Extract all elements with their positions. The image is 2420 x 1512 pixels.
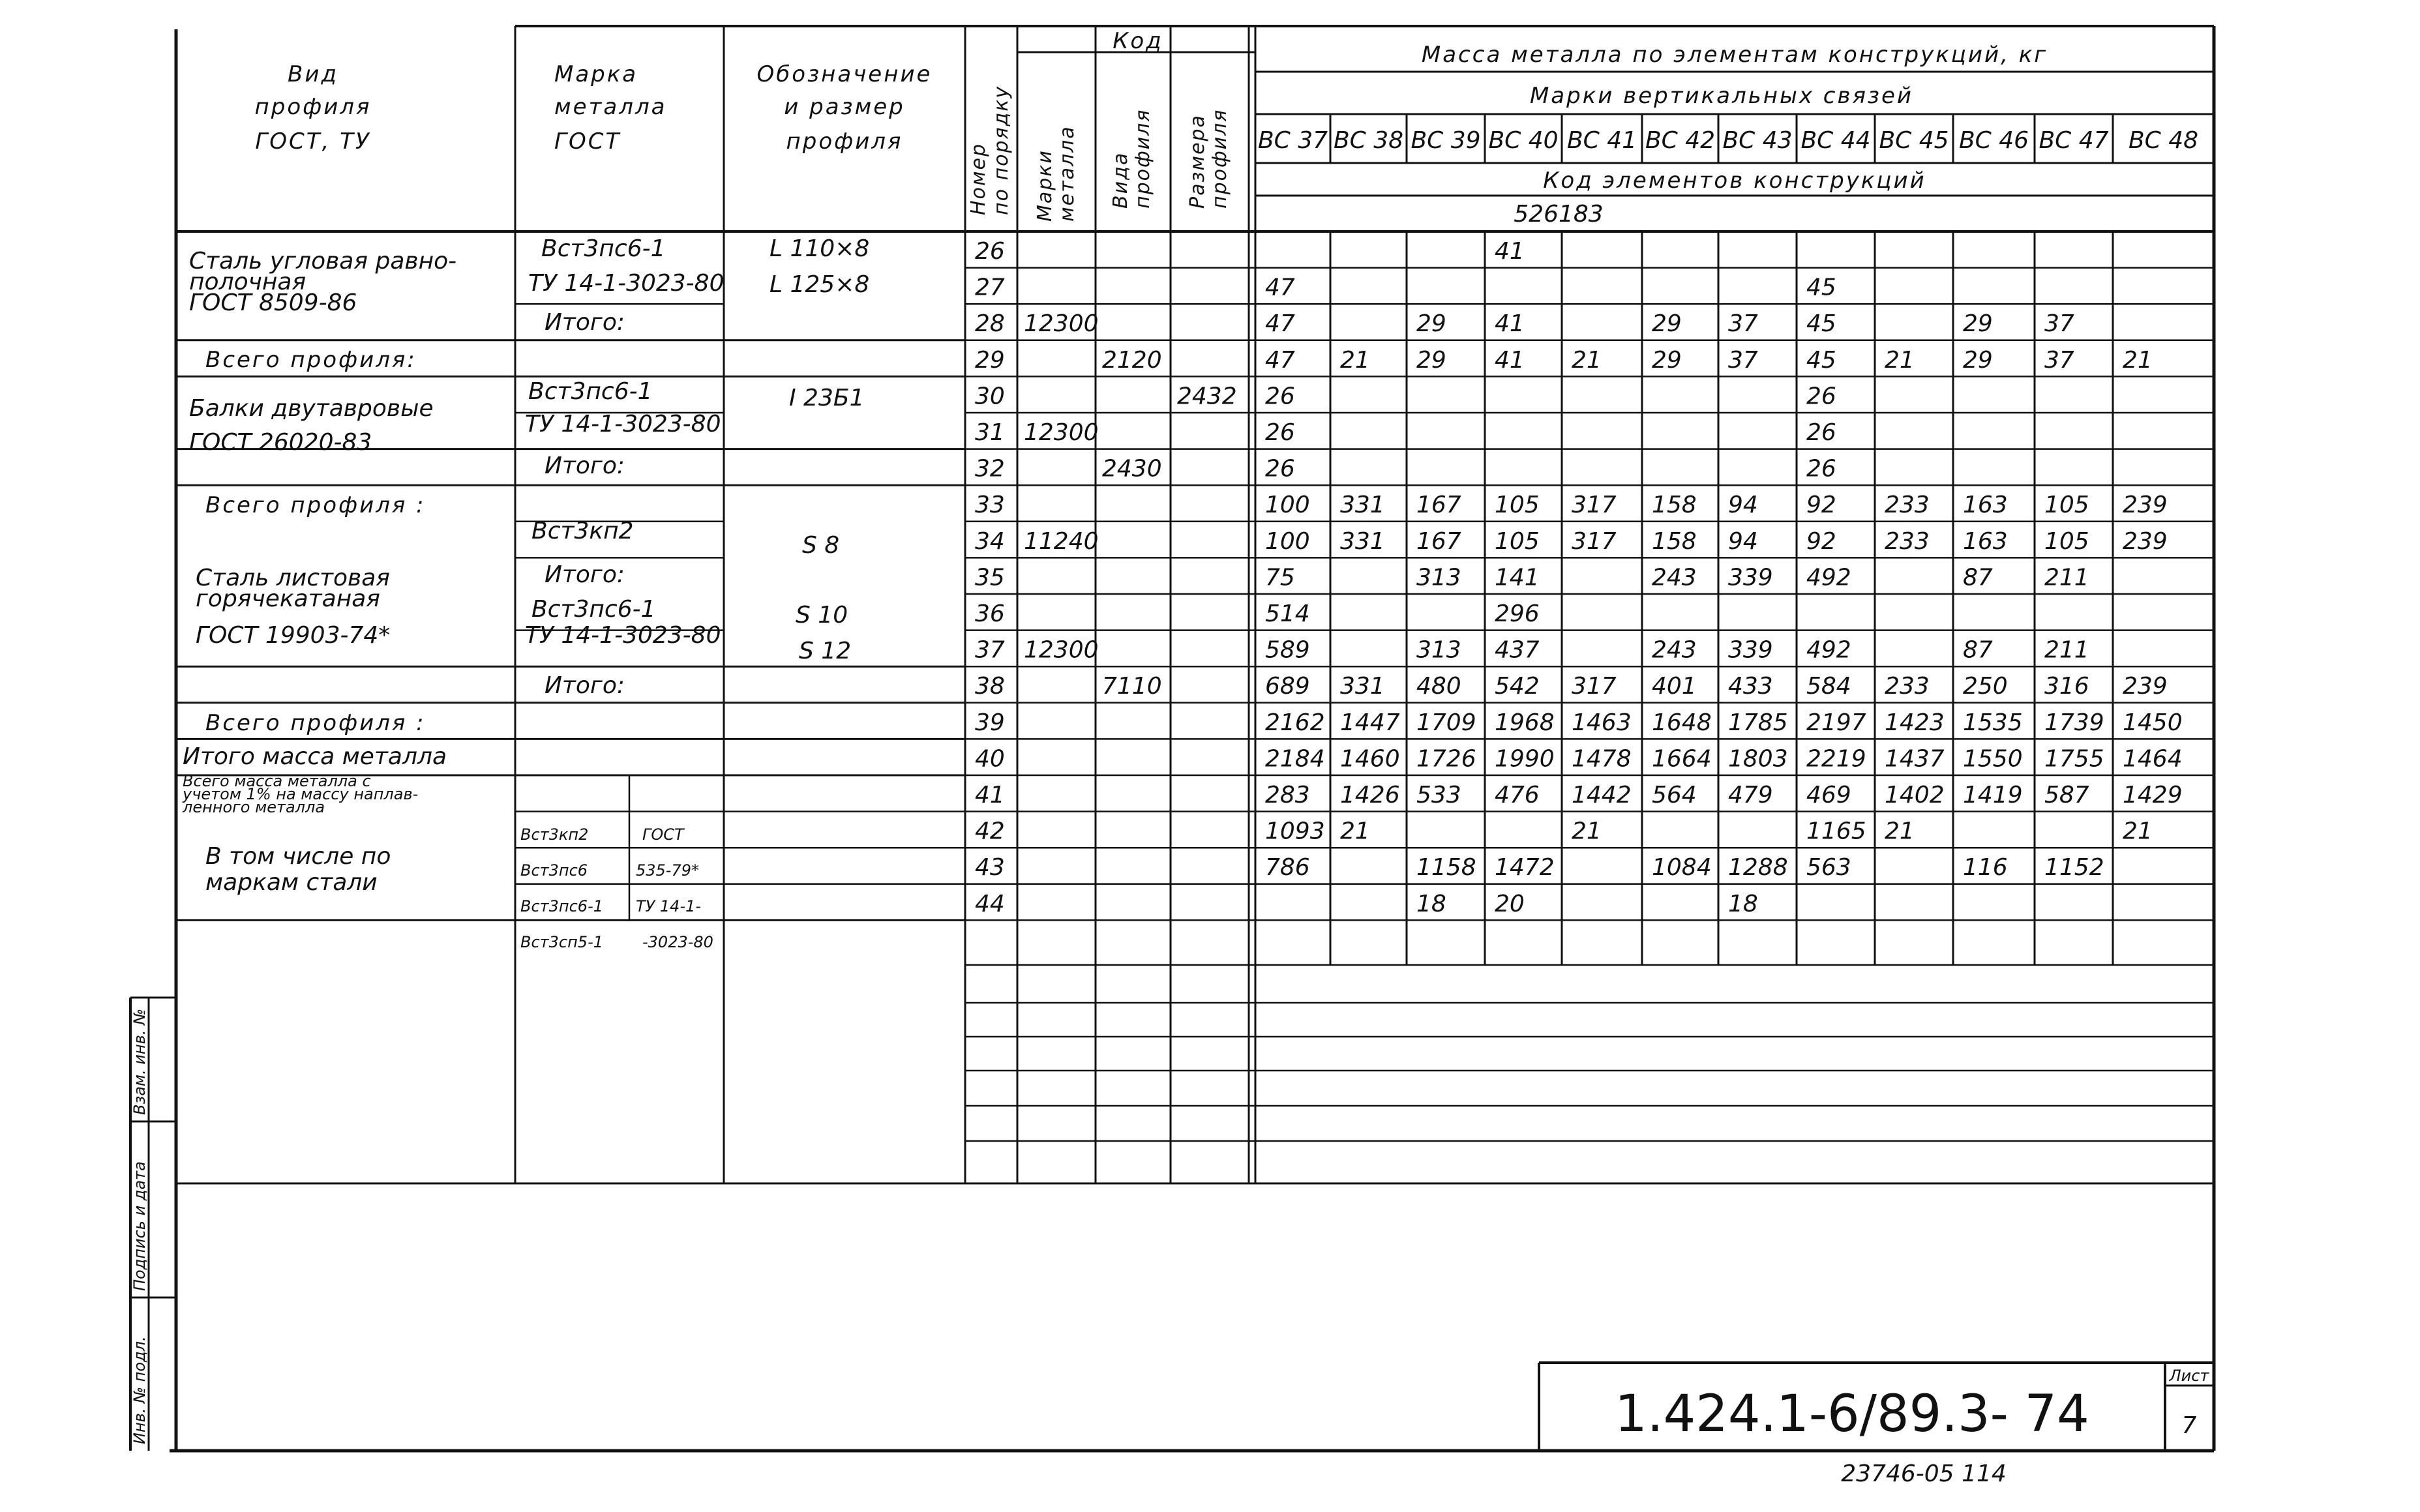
mass-value: 41 [1495,346,1525,374]
mass-value: 589 [1265,636,1310,664]
mass-value: 26 [1806,419,1836,446]
mass-header: Масса металла по элементам конструкций, кг [1421,42,2048,68]
mass-value: 401 [1652,673,1697,700]
mass-value: 317 [1572,527,1617,555]
left-label-4: горячекатаная [196,586,380,612]
marka-cell-2: Вст3пс6-1 [528,378,653,405]
left-label-4: ГОСТ 19903-74* [196,622,391,649]
mass-value: 47 [1265,274,1295,301]
mass-value: 21 [1885,818,1915,845]
mass-value: 239 [2123,492,2168,519]
mass-value: 1447 [1340,709,1400,736]
profile-size-4: S 10 [796,602,848,629]
row-number: 44 [975,890,1005,917]
mass-value: 492 [1806,636,1851,664]
marka-cell-15: -3023-80 [642,933,713,951]
marka-cell-0: Вст3пс6-1 [541,235,666,262]
mass-value: 233 [1885,492,1930,519]
elements-code-header: Код элементов конструкций [1543,168,1926,194]
mass-value: 1968 [1495,709,1555,736]
mass-value: 26 [1265,383,1295,410]
row-number: 42 [975,818,1005,845]
left-label-7: Всего масса металла с [183,772,371,790]
left-label-2: ГОСТ 26020-83 [189,429,372,456]
mass-value: 21 [2123,818,2153,845]
marka-cell-14: ТУ 14-1- [636,897,702,915]
marka-cell-0: ТУ 14-1-3023-80 [528,270,725,297]
mass-value: 37 [1728,310,1758,338]
mass-value: 26 [1806,383,1836,410]
mark-label-8: ВС 45 [1879,127,1949,154]
profile-size-2: I 23Б1 [789,385,865,411]
mass-value: 1990 [1495,745,1555,773]
mass-value: 1288 [1728,854,1788,882]
left-label-2: Балки двутавровые [189,395,434,422]
profile-size-5: S 12 [799,638,852,664]
kod-sub-header: профиля [1208,108,1231,209]
left-label-8: В том числе по [205,843,391,870]
table-grid [130,26,2214,1451]
metal-code: 11240 [1024,527,1099,555]
profile-size-1: L 125×8 [769,271,870,298]
mass-value: 514 [1265,600,1310,627]
drawing-designation: 1.424.1-6/89.3- 74 [1615,1385,2089,1444]
mass-value: 26 [1265,455,1295,482]
marka-cell-3: Итого: [545,452,625,479]
mass-value: 41 [1495,310,1525,338]
marka-cell-10: Вст3пс6-1 [520,897,603,915]
mass-value: 317 [1572,492,1617,519]
left-label-0: ГОСТ 8509-86 [189,289,357,316]
mass-value: 433 [1728,673,1773,700]
mass-value: 21 [1572,346,1602,374]
mass-value: 47 [1265,310,1295,338]
profile-size-0: L 110×8 [769,235,870,262]
col2-header: Марка [554,61,638,87]
mass-value: 87 [1963,564,1993,591]
mass-value: 1472 [1495,854,1555,882]
row-number: 33 [975,492,1005,519]
row-number: 31 [975,419,1005,446]
stamp-inv-podl: Инв. № подл. [130,1336,149,1444]
mass-value: 1755 [2044,745,2104,773]
mass-value: 100 [1265,527,1310,555]
left-label-8: маркам стали [205,869,378,896]
row-number: 32 [975,455,1005,482]
profile-size-3: S 8 [802,532,840,559]
mass-value: 45 [1806,274,1836,301]
mass-value: 2197 [1806,709,1866,736]
mark-label-10: ВС 47 [2039,127,2109,154]
col3-header: Обозначение [756,61,933,87]
mass-value: 105 [1495,527,1540,555]
mass-value: 1535 [1963,709,2023,736]
mass-value: 94 [1728,492,1758,519]
mass-value: 45 [1806,310,1836,338]
mass-value: 584 [1806,673,1851,700]
row-number: 41 [975,782,1005,808]
row-number: 36 [975,600,1005,627]
kod-sub-header: Вида [1109,151,1132,209]
left-label-6: Итого масса металла [183,743,447,770]
mark-label-4: ВС 41 [1566,127,1637,154]
metal-code: 12300 [1024,419,1099,446]
mass-value: 313 [1416,636,1461,664]
left-label-4: Сталь листовая [196,565,390,591]
mass-value: 211 [2044,636,2089,664]
mark-label-1: ВС 38 [1333,127,1404,154]
row-number: 40 [975,745,1005,773]
sheet-label: Лист [2169,1367,2209,1385]
mass-value: 100 [1265,492,1310,519]
stamp-vzam-inv: Взам. инв. № [130,1009,149,1115]
mass-value: 233 [1885,673,1930,700]
mass-value: 283 [1265,782,1310,808]
mass-value: 533 [1416,782,1461,808]
profile-size-code: 2432 [1177,383,1237,410]
kod-header: Код [1113,28,1163,54]
mass-value: 29 [1963,346,1993,374]
mass-value: 1726 [1416,745,1476,773]
mass-value: 37 [2044,346,2074,374]
col3-header: профиля [786,128,903,155]
mass-value: 239 [2123,527,2168,555]
mass-value: 587 [2044,782,2089,808]
mass-value: 116 [1963,854,2008,882]
mass-value: 1739 [2044,709,2104,736]
col2-header: ГОСТ [554,128,621,155]
col1-header: профиля [254,94,372,120]
mass-value: 47 [1265,346,1295,374]
mass-value: 18 [1416,890,1446,917]
mass-value: 1450 [2123,709,2183,736]
mass-value: 689 [1265,673,1310,700]
mass-value: 479 [1728,782,1773,808]
mass-value: 296 [1495,600,1540,627]
mass-value: 167 [1416,492,1461,519]
mass-value: 437 [1495,636,1540,664]
mass-value: 250 [1963,673,2008,700]
mass-value: 2162 [1265,709,1325,736]
mass-value: 1423 [1885,709,1945,736]
mass-value: 21 [2123,346,2153,374]
mass-value: 316 [2044,673,2089,700]
mass-value: 1550 [1963,745,2023,773]
mass-value: 1429 [2123,782,2183,808]
row-number: 30 [975,383,1005,410]
mass-value: 21 [1340,818,1370,845]
mass-value: 1478 [1572,745,1632,773]
marka-cell-12: ГОСТ [642,825,684,844]
mass-value: 45 [1806,346,1836,374]
mass-value: 21 [1885,346,1915,374]
mark-label-6: ВС 43 [1722,127,1793,154]
marka-cell-13: 535-79* [636,861,700,880]
mass-value: 29 [1652,310,1682,338]
marka-cell-9: Вст3пс6 [520,861,588,880]
left-label-0: полочная [189,269,306,295]
mass-value: 92 [1806,492,1836,519]
metal-code: 12300 [1024,310,1099,338]
mass-value: 75 [1265,564,1295,591]
col1-header: Вид [288,61,338,87]
col2-header: металла [554,94,667,120]
mark-label-5: ВС 42 [1645,127,1716,154]
mass-value: 29 [1963,310,1993,338]
row-number: 37 [975,636,1005,664]
mark-label-7: ВС 44 [1800,127,1871,154]
mass-value: 243 [1652,564,1697,591]
mass-value: 317 [1572,673,1617,700]
marka-cell-8: Вст3кп2 [520,825,589,844]
marka-cell-6: ТУ 14-1-3023-80 [525,622,721,649]
mass-value: 1152 [2044,854,2104,882]
elements-code: 526183 [1514,201,1604,228]
marka-cell-1: Итого: [545,309,625,336]
mass-value: 1437 [1885,745,1945,773]
mass-value: 1463 [1572,709,1632,736]
mass-value: 239 [2123,673,2168,700]
mass-value: 21 [1340,346,1370,374]
mass-value: 1442 [1572,782,1632,808]
mass-value: 163 [1963,527,2008,555]
mass-value: 105 [2044,492,2089,519]
sheet-number: 7 [2181,1412,2197,1439]
marka-cell-5: Итого: [545,561,625,588]
mass-value: 158 [1652,492,1697,519]
profile-kind-code: 2430 [1102,455,1162,482]
kod-sub-header: профиля [1131,108,1154,209]
row-number: 34 [975,527,1005,555]
mass-value: 1648 [1652,709,1712,736]
mark-label-0: ВС 37 [1257,127,1328,154]
marka-cell-7: Итого: [545,672,625,699]
kod-sub-header: Марки [1034,149,1056,222]
profile-kind-code: 7110 [1102,673,1162,700]
mass-value: 26 [1265,419,1295,446]
left-label-5: Всего профиля : [205,710,426,736]
mass-value: 2219 [1806,745,1866,773]
mass-value: 339 [1728,564,1773,591]
mass-value: 41 [1495,238,1525,265]
row-number: 26 [975,238,1005,265]
mass-value: 1664 [1652,745,1712,773]
marka-cell-11: Вст3сп5-1 [520,933,603,951]
mass-value: 211 [2044,564,2089,591]
mass-value: 141 [1495,564,1540,591]
mass-value: 1709 [1416,709,1476,736]
mass-value: 469 [1806,782,1851,808]
mass-value: 1426 [1340,782,1400,808]
mass-value: 542 [1495,673,1540,700]
col1-header: ГОСТ, ТУ [255,128,371,155]
row-number: 29 [975,346,1005,374]
mass-value: 1093 [1265,818,1325,845]
mass-value: 476 [1495,782,1540,808]
mass-value: 37 [1728,346,1758,374]
mass-value: 1803 [1728,745,1788,773]
left-label-0: Сталь угловая равно- [189,248,457,274]
mass-value: 233 [1885,527,1930,555]
mass-value: 87 [1963,636,1993,664]
mass-value: 1460 [1340,745,1400,773]
row-number: 43 [975,854,1005,882]
mass-value: 786 [1265,854,1310,882]
mass-value: 105 [1495,492,1540,519]
marka-cell-6: Вст3пс6-1 [531,596,656,623]
mass-value: 2184 [1265,745,1325,773]
mass-value: 158 [1652,527,1697,555]
mass-value: 1419 [1963,782,2023,808]
mass-value: 1464 [2123,745,2183,773]
left-label-7: учетом 1% на массу наплав- [183,785,419,803]
mass-value: 94 [1728,527,1758,555]
stamp-signature-date: Подпись и дата [130,1161,149,1291]
mass-value: 37 [2044,310,2074,338]
bottom-code: 23746-05 114 [1841,1460,2007,1487]
mass-value: 105 [2044,527,2089,555]
left-label-3: Всего профиля : [205,492,426,518]
profile-kind-code: 2120 [1102,346,1162,374]
mass-value: 563 [1806,854,1851,882]
mass-value: 1402 [1885,782,1945,808]
mark-label-11: ВС 48 [2128,127,2199,154]
left-label-1: Всего профиля: [205,347,417,373]
mass-value: 331 [1340,492,1385,519]
mass-value: 492 [1806,564,1851,591]
row-number: 39 [975,709,1005,736]
mass-value: 167 [1416,527,1461,555]
mass-value: 92 [1806,527,1836,555]
mass-value: 1158 [1416,854,1476,882]
mass-value: 1084 [1652,854,1712,882]
mass-value: 29 [1652,346,1682,374]
mass-value: 339 [1728,636,1773,664]
marka-cell-4: Вст3кп2 [531,518,634,544]
mass-value: 29 [1416,310,1446,338]
left-label-7: ленного металла [183,798,325,816]
mark-label-9: ВС 46 [1958,127,2029,154]
col3-header: и размер [784,94,905,120]
row-number: 38 [975,673,1005,700]
mass-value: 29 [1416,346,1446,374]
mass-value: 564 [1652,782,1697,808]
mass-value: 163 [1963,492,2008,519]
marka-cell-2: ТУ 14-1-3023-80 [525,411,721,437]
kod-sub-header: Размера [1186,114,1209,209]
mass-value: 480 [1416,673,1461,700]
kod-sub-header: металла [1056,125,1079,222]
mass-value: 21 [1572,818,1602,845]
mass-value: 331 [1340,527,1385,555]
mark-label-2: ВС 39 [1411,127,1481,154]
mark-label-3: ВС 40 [1488,127,1559,154]
mass-value: 243 [1652,636,1697,664]
mass-value: 1165 [1806,818,1866,845]
number-header: по порядку [990,85,1013,215]
mass-value: 20 [1495,890,1525,917]
mass-value: 331 [1340,673,1385,700]
mass-value: 1785 [1728,709,1788,736]
row-number: 35 [975,564,1005,591]
metal-code: 12300 [1024,636,1099,664]
row-number: 27 [975,274,1005,301]
mass-value: 26 [1806,455,1836,482]
mass-value: 313 [1416,564,1461,591]
marks-header: Марки вертикальных связей [1529,83,1914,109]
number-header: Номер [967,142,990,215]
row-number: 28 [975,310,1005,338]
mass-value: 18 [1728,890,1758,917]
